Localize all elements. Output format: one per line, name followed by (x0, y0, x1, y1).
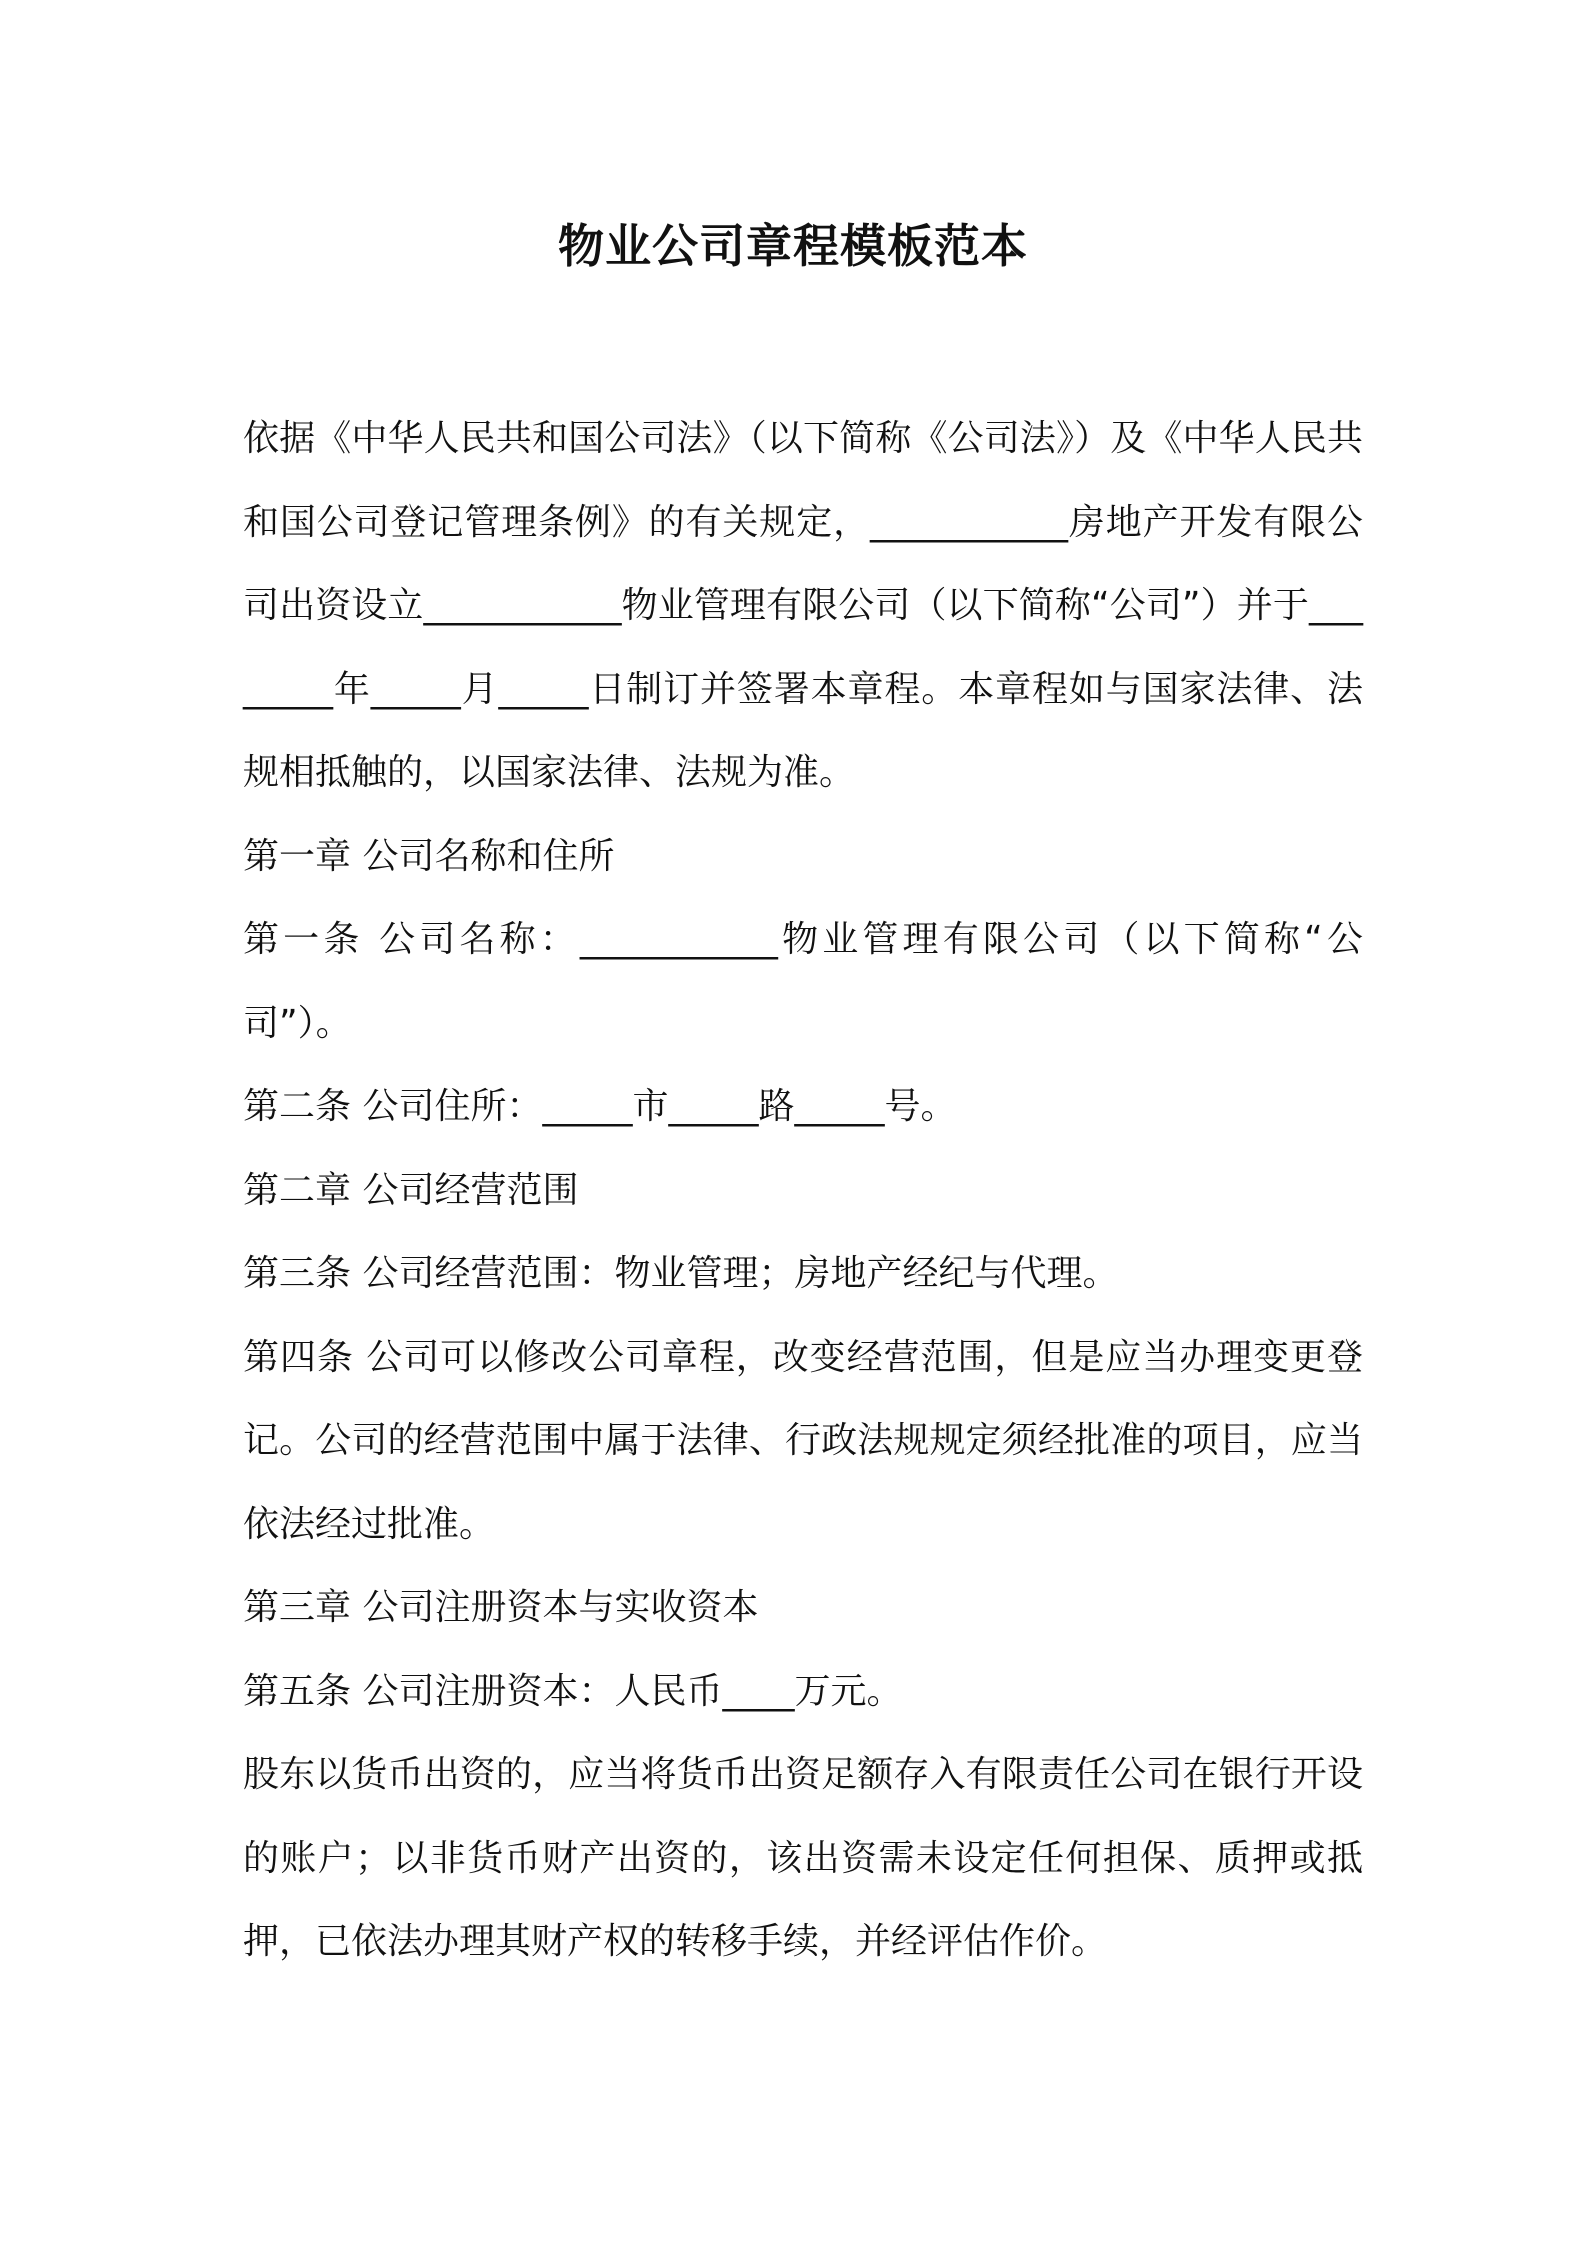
article-5: 第五条 公司注册资本：人民币____万元。 (243, 1670, 903, 1712)
document-body (243, 397, 1363, 1984)
article-4: 第四条 公司可以修改公司章程，改变经营范围，但是应当办理变更登记。公司的经营范围中属于法律、行政法规规定须经批准的项目，应当依法经过批准。 (243, 1336, 1363, 1545)
capital-contribution-paragraph: 股东以货币出资的，应当将货币出资足额存入有限责任公司在银行开设的账户；以非货币财产出资的，该出资需未设定任何担保、质押或抵押，已依法办理其财产权的转移手续，并经评估作价。 (243, 1754, 1363, 1962)
article-2: 第二条 公司住所：_____市_____路_____号。 (243, 1086, 957, 1127)
chapter-2-heading: 第二章 公司经营范围 (243, 1169, 579, 1211)
preamble-paragraph: 依据《中华人民共和国公司法》（以下简称《公司法》）及《中华人民共和国公司登记管理条例》的有关规定，___________房地产开发有限公司出资设立___________物业管理有限公司（以下简称“公司”）并于________年_____月_____日制订并签署本章程。本章程如与国家法律、法规相抵触的，以国家法律、法规为准。 (243, 418, 1363, 793)
article-1: 第一条 公司名称：___________物业管理有限公司（以下简称“公司”）。 (243, 919, 1363, 1044)
document-title: 物业公司章程模板范本 (558, 219, 1028, 273)
article-3: 第三条 公司经营范围：物业管理；房地产经纪与代理。 (243, 1253, 1119, 1294)
chapter-3-heading: 第三章 公司注册资本与实收资本 (243, 1587, 759, 1628)
chapter-1-heading: 第一章 公司名称和住所 (243, 835, 615, 877)
